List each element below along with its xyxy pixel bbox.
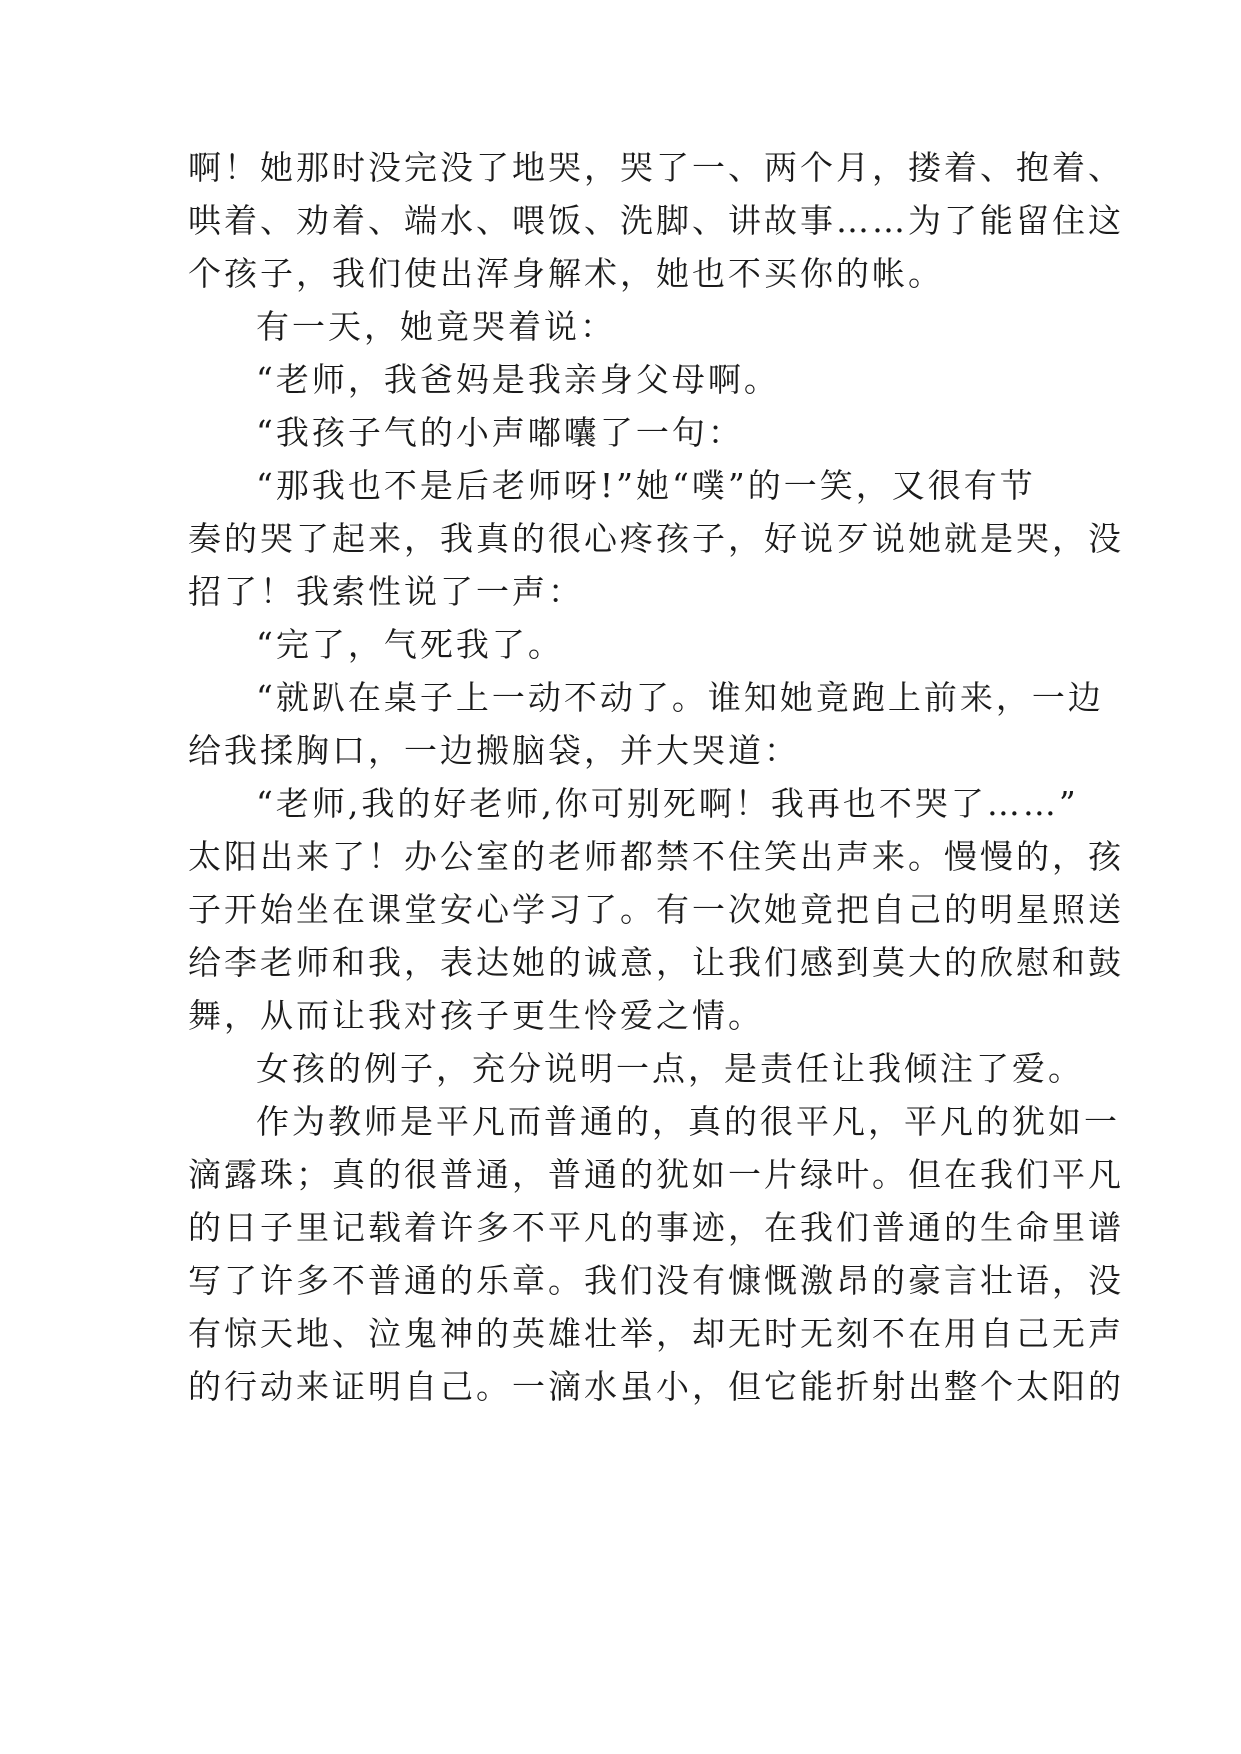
text-line: “老师,我的好老师,你可别死啊！我再也不哭了……” <box>256 784 1079 823</box>
text-line: 哄着、劝着、端水、喂饭、洗脚、讲故事……为了能留住这 <box>188 201 1124 240</box>
text-line: 个孩子，我们使出浑身解术，她也不买你的帐。 <box>188 254 944 293</box>
text-line: 招了！我索性说了一声： <box>188 572 584 611</box>
text-line: “我孩子气的小声嘟囔了一句： <box>256 413 744 452</box>
text-line: 子开始坐在课堂安心学习了。有一次她竟把自己的明星照送 <box>188 890 1124 929</box>
text-line: 给李老师和我，表达她的诚意，让我们感到莫大的欣慰和鼓 <box>188 943 1124 982</box>
text-line: 写了许多不普通的乐章。我们没有慷慨激昂的豪言壮语，没 <box>188 1261 1124 1300</box>
text-line: 奏的哭了起来，我真的很心疼孩子，好说歹说她就是哭，没 <box>188 519 1124 558</box>
text-line: 有一天，她竟哭着说： <box>256 307 616 346</box>
text-line: “老师，我爸妈是我亲身父母啊。 <box>256 360 780 399</box>
text-line: 的行动来证明自己。一滴水虽小，但它能折射出整个太阳的 <box>188 1367 1124 1406</box>
text-line: 滴露珠；真的很普通，普通的犹如一片绿叶。但在我们平凡 <box>188 1155 1124 1194</box>
text-line: “完了，气死我了。 <box>256 625 564 664</box>
text-line: 啊！她那时没完没了地哭，哭了一、两个月，搂着、抱着、 <box>188 148 1124 187</box>
text-line: “就趴在桌子上一动不动了。谁知她竟跑上前来，一边 <box>256 678 1104 717</box>
text-line: 太阳出来了！办公室的老师都禁不住笑出声来。慢慢的，孩 <box>188 837 1124 876</box>
text-line: 给我揉胸口，一边搬脑袋，并大哭道： <box>188 731 800 770</box>
text-line: “那我也不是后老师呀!”她“噗”的一笑，又很有节 <box>256 466 1036 505</box>
text-line: 舞，从而让我对孩子更生怜爱之情。 <box>188 996 764 1035</box>
text-line: 的日子里记载着许多不平凡的事迹，在我们普通的生命里谱 <box>188 1208 1124 1247</box>
text-line: 女孩的例子，充分说明一点，是责任让我倾注了爱。 <box>256 1049 1084 1088</box>
text-line: 作为教师是平凡而普通的，真的很平凡，平凡的犹如一 <box>256 1102 1120 1141</box>
text-line: 有惊天地、泣鬼神的英雄壮举，却无时无刻不在用自己无声 <box>188 1314 1124 1353</box>
